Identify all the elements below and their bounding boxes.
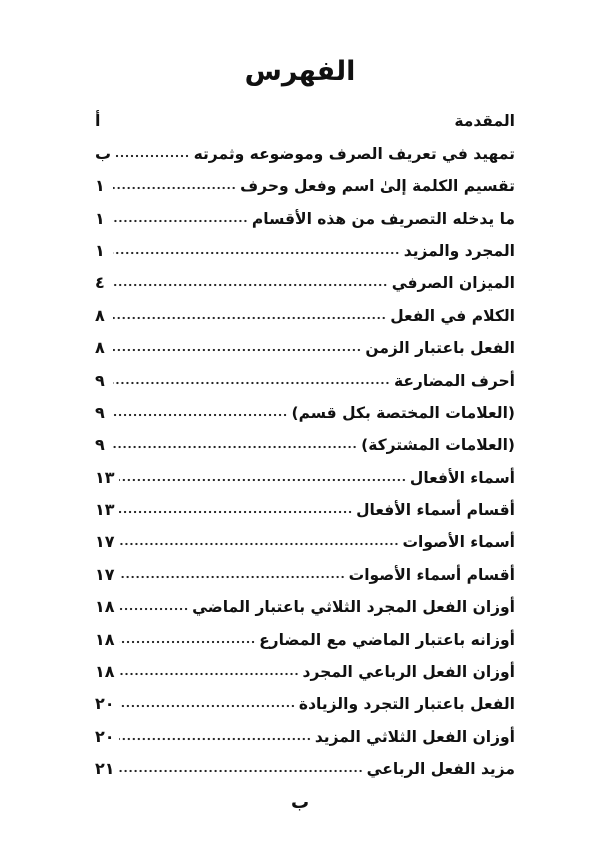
toc-entry[interactable] <box>95 553 515 585</box>
dot-leader <box>119 477 406 483</box>
toc-entry[interactable] <box>95 100 515 132</box>
toc-entry-page-number: ١ <box>95 240 105 260</box>
dot-leader <box>113 380 390 386</box>
toc-entry-title: (العلامات المختصة بكل قسم) <box>291 403 515 422</box>
dot-leader <box>119 606 189 612</box>
toc-entry[interactable] <box>95 456 515 488</box>
toc-entry-title: أوزان الفعل الرباعي المجرد <box>302 663 515 682</box>
toc-entry-title: أوزان الفعل الثلاثي المزيد <box>314 727 515 746</box>
toc-entry-title: أسماء الأصوات <box>402 533 515 552</box>
toc-entry-page-number: ٤ <box>95 273 105 293</box>
toc-entry[interactable] <box>95 618 515 650</box>
toc-entry-page-number: أ <box>95 111 101 131</box>
toc-entry[interactable] <box>95 521 515 553</box>
toc-entry-page-number: ١ <box>95 208 105 228</box>
toc-entry-title: الميزان الصرفي <box>391 274 515 293</box>
toc-entry-page-number: ١٧ <box>95 532 115 552</box>
toc-entry-title: الفعل باعتبار الزمن <box>365 339 515 358</box>
toc-entry-title: أسماء الأفعال <box>409 468 515 487</box>
toc-entry[interactable] <box>95 424 515 456</box>
toc-entry[interactable] <box>95 489 515 521</box>
toc-entry-title: أحرف المضارعة <box>393 371 515 390</box>
toc-entry-title: أقسام أسماء الأفعال <box>356 501 515 520</box>
toc-entry[interactable] <box>95 392 515 424</box>
toc-entry-page-number: ٢١ <box>95 759 115 779</box>
toc-entry-title: المقدمة <box>454 112 515 131</box>
toc-entry-title: أقسام أسماء الأصوات <box>348 565 515 584</box>
dot-leader <box>119 736 311 742</box>
dot-leader <box>113 444 357 450</box>
page-title: الفهرس <box>244 56 356 87</box>
dot-leader <box>119 509 353 515</box>
toc-entry[interactable] <box>95 197 515 229</box>
toc-entry-title: أوزانه باعتبار الماضي مع المضارع <box>259 630 515 649</box>
dot-leader <box>119 703 295 709</box>
toc-entry[interactable] <box>95 359 515 391</box>
toc-entry-page-number: ١٣ <box>95 467 115 487</box>
dot-leader <box>113 315 386 321</box>
dot-leader <box>119 639 256 645</box>
toc-entry-title: المجرد والمزيد <box>403 241 515 260</box>
dot-leader <box>113 120 450 126</box>
toc-entry-page-number: ٩ <box>95 402 105 422</box>
toc-entry-title: ما يدخله التصريف من هذه الأقسام <box>251 209 515 228</box>
toc-entry-page-number: ١ <box>95 176 105 196</box>
toc-entry-page-number: ١٧ <box>95 564 115 584</box>
dot-leader <box>113 347 361 353</box>
toc-entry-title: الفعل باعتبار التجرد والزيادة <box>298 695 515 714</box>
dot-leader <box>113 282 388 288</box>
toc-entry-title: تقسيم الكلمة إلىٰ اسم وفعل وحرف <box>240 177 515 196</box>
toc-entry[interactable] <box>95 327 515 359</box>
toc-entry-page-number: ١٣ <box>95 500 115 520</box>
toc-entry-page-number: ٩ <box>95 370 105 390</box>
toc-entry-page-number: ٢٠ <box>95 694 115 714</box>
toc-entry-title: (العلامات المشتركة) <box>361 436 515 455</box>
dot-leader <box>113 250 400 256</box>
toc-entry-page-number: ٨ <box>95 305 105 325</box>
dot-leader <box>119 671 299 677</box>
toc-entry[interactable] <box>95 165 515 197</box>
toc-entry-title: مزيد الفعل الرباعي <box>366 760 515 779</box>
toc-entry[interactable] <box>95 651 515 683</box>
toc-entry[interactable] <box>95 683 515 715</box>
toc-entry-page-number: ٢٠ <box>95 726 115 746</box>
toc-entry-page-number: ب <box>95 143 112 163</box>
dot-leader <box>119 541 399 547</box>
dot-leader <box>119 574 345 580</box>
toc-entry[interactable] <box>95 748 515 780</box>
dot-leader <box>119 768 363 774</box>
toc-entry-page-number: ١٨ <box>95 597 115 617</box>
toc-entry-page-number: ٩ <box>95 435 105 455</box>
table-of-contents <box>95 100 515 780</box>
toc-entry[interactable] <box>95 230 515 262</box>
toc-entry[interactable] <box>95 132 515 164</box>
toc-entry-page-number: ٨ <box>95 338 105 358</box>
toc-entry[interactable] <box>95 715 515 747</box>
dot-leader <box>113 412 288 418</box>
toc-entry[interactable] <box>95 294 515 326</box>
dot-leader <box>113 218 248 224</box>
toc-entry-page-number: ١٨ <box>95 629 115 649</box>
toc-entry-title: تمهيد في تعريف الصرف وموضوعه وثمرته <box>193 144 515 163</box>
toc-entry-page-number: ١٨ <box>95 662 115 682</box>
dot-leader <box>113 185 236 191</box>
toc-entry-title: أوزان الفعل المجرد الثلاثي باعتبار الماضي <box>192 598 515 617</box>
toc-entry-title: الكلام في الفعل <box>390 306 515 325</box>
dot-leader <box>115 153 190 159</box>
toc-entry[interactable] <box>95 586 515 618</box>
toc-entry[interactable] <box>95 262 515 294</box>
page-number: ب <box>290 792 310 813</box>
